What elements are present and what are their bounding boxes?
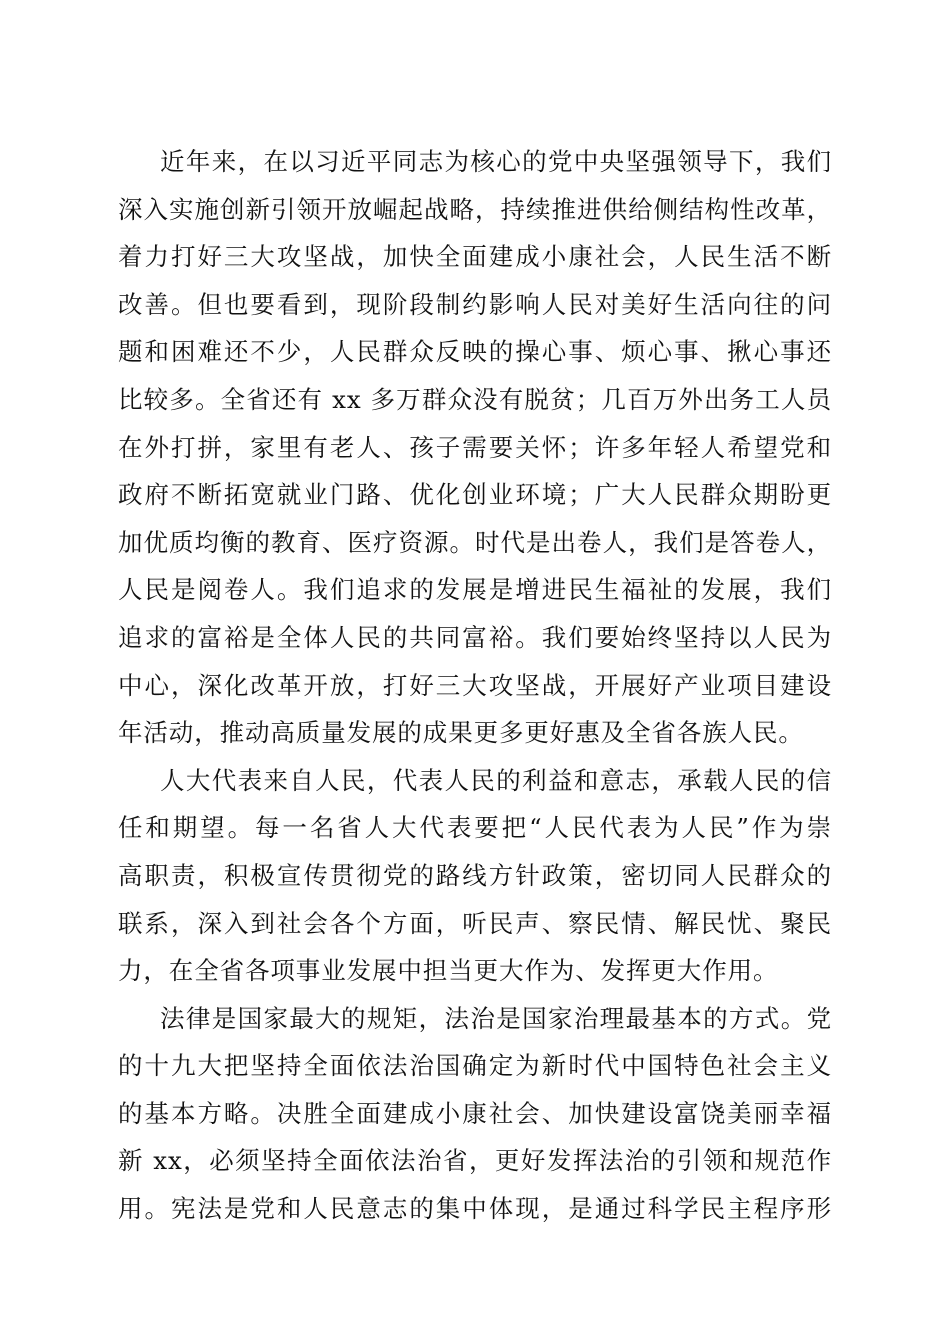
paragraph-2-line-4: 联系，深入到社会各个方面，听民声、察民情、解民忧、聚民 xyxy=(118,908,832,938)
paragraph-3-line-1: 法律是国家最大的规矩，法治是国家治理最基本的方式。党 xyxy=(160,1003,832,1033)
paragraph-1-line-11: 追求的富裕是全体人民的共同富裕。我们要始终坚持以人民为 xyxy=(118,622,832,652)
paragraph-1-line-10: 人民是阅卷人。我们追求的发展是增进民生福祉的发展，我们 xyxy=(118,575,832,605)
paragraph-1-line-9: 加优质均衡的教育、医疗资源。时代是出卷人，我们是答卷人， xyxy=(118,527,832,557)
document-body xyxy=(118,138,832,1233)
paragraph-1-line-7: 在外打拼，家里有老人、孩子需要关怀；许多年轻人希望党和 xyxy=(118,432,832,462)
paragraph-1-line-4: 改善。但也要看到，现阶段制约影响人民对美好生活向往的问 xyxy=(118,289,832,319)
paragraph-1-line-8: 政府不断拓宽就业门路、优化创业环境；广大人民群众期盼更 xyxy=(118,480,832,510)
paragraph-1-line-12: 中心，深化改革开放，打好三大攻坚战，开展好产业项目建设 xyxy=(118,670,832,700)
paragraph-1-line-3: 着力打好三大攻坚战，加快全面建成小康社会，人民生活不断 xyxy=(118,242,832,272)
paragraph-2-line-2: 任和期望。每一名省人大代表要把“人民代表为人民”作为崇 xyxy=(118,813,832,843)
paragraph-3-line-4: 新 xx，必须坚持全面依法治省，更好发挥法治的引领和规范作 xyxy=(118,1146,832,1176)
paragraph-3-line-3: 的基本方略。决胜全面建成小康社会、加快建设富饶美丽幸福 xyxy=(118,1098,832,1128)
paragraph-2-line-3: 高职责，积极宣传贯彻党的路线方针政策，密切同人民群众的 xyxy=(118,860,832,890)
paragraph-1-line-5: 题和困难还不少，人民群众反映的操心事、烦心事、揪心事还 xyxy=(118,337,832,367)
paragraph-1-line-2: 深入实施创新引领开放崛起战略，持续推进供给侧结构性改革， xyxy=(118,194,832,224)
paragraph-2-line-1: 人大代表来自人民，代表人民的利益和意志，承载人民的信 xyxy=(160,765,832,795)
paragraph-1-line-13: 年活动，推动高质量发展的成果更多更好惠及全省各族人民。 xyxy=(118,718,804,748)
paragraph-1-line-6: 比较多。全省还有 xx 多万群众没有脱贫；几百万外出务工人员 xyxy=(118,384,832,414)
paragraph-1-line-1: 近年来，在以习近平同志为核心的党中央坚强领导下，我们 xyxy=(160,147,832,176)
paragraph-3-line-5: 用。宪法是党和人民意志的集中体现，是通过科学民主程序形 xyxy=(118,1194,832,1224)
paragraph-2-line-5: 力，在全省各项事业发展中担当更大作为、发挥更大作用。 xyxy=(118,956,779,986)
paragraph-3-line-2: 的十九大把坚持全面依法治国确定为新时代中国特色社会主义 xyxy=(118,1051,832,1081)
